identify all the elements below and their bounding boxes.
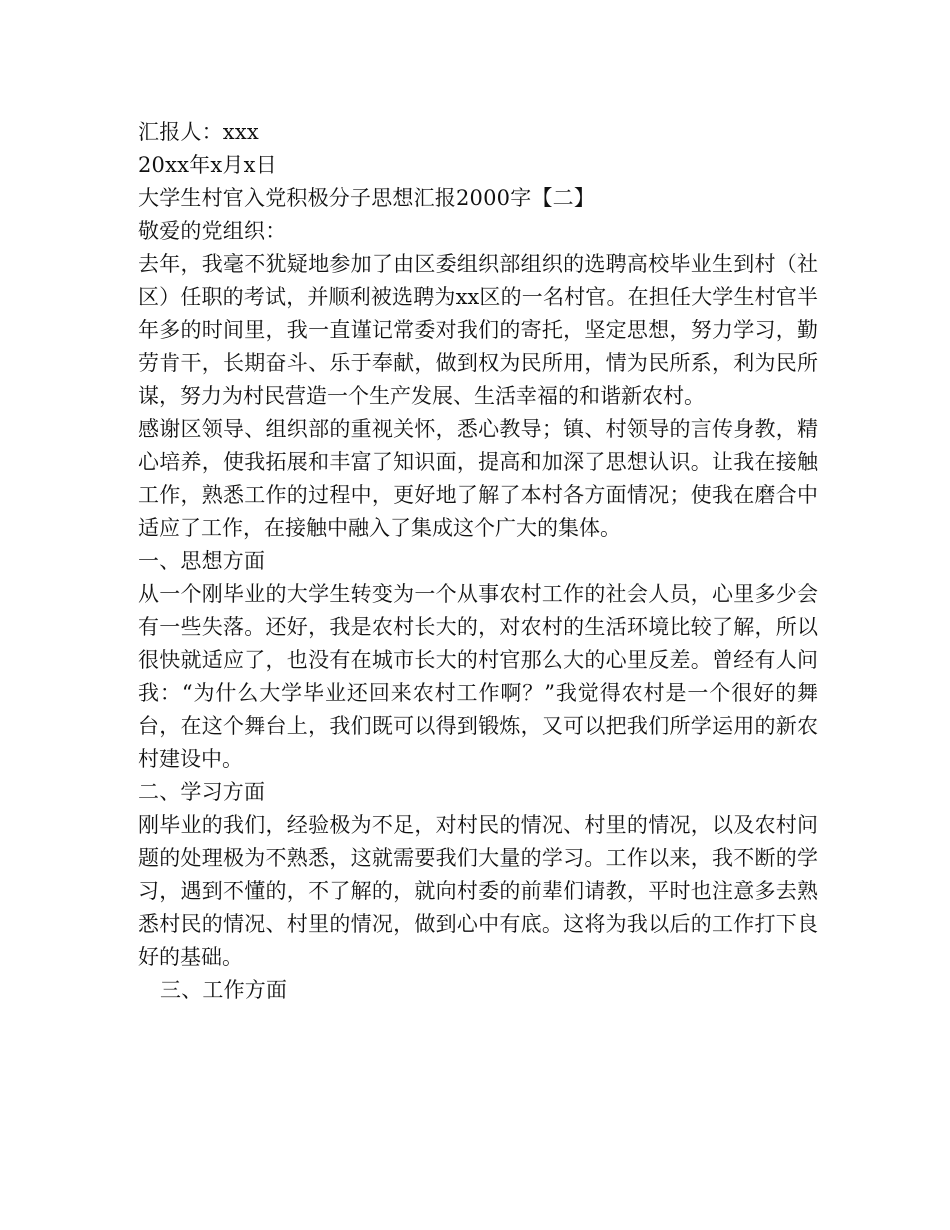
section-heading-study: 二、学习方面 xyxy=(138,780,266,804)
reporter-line: 汇报人：xxx xyxy=(138,120,259,144)
date-line: 20xx年x月x日 xyxy=(138,153,277,177)
section-heading-work: 三、工作方面 xyxy=(160,978,288,1002)
document-title: 大学生村官入党积极分子思想汇报2000字【二】 xyxy=(138,186,596,210)
paragraph-study: 刚毕业的我们，经验极为不足，对村民的情况、村里的情况，以及农村问题的处理极为不熟悉，这就需要我们大量的学习。工作以来，我不断的学习，遇到不懂的，不了解的，就向村委的前辈们请教，平时也注意多去熟悉村民的情况、村里的情况，做到心中有底。这将为我以后的工作打下良好的基础。 xyxy=(138,813,818,969)
document-page xyxy=(138,116,818,1007)
section-heading-thought: 一、思想方面 xyxy=(138,549,266,573)
paragraph-thought: 从一个刚毕业的大学生转变为一个从事农村工作的社会人员，心里多少会有一些失落。还好，我是农村长大的，对农村的生活环境比较了解，所以很快就适应了，也没有在城市长大的村官那么大的心里反差。曾经有人问我：“为什么大学毕业还回来农村工作啊？”我觉得农村是一个很好的舞台，在这个舞台上，我们既可以得到锻炼，又可以把我们所学运用的新农村建设中。 xyxy=(138,582,818,771)
salutation: 敬爱的党组织： xyxy=(138,219,287,243)
paragraph-thanks: 感谢区领导、组织部的重视关怀，悉心教导；镇、村领导的言传身教，精心培养，使我拓展和丰富了知识面，提高和加深了思想认识。让我在接触工作，熟悉工作的过程中，更好地了解了本村各方面情况；使我在磨合中适应了工作，在接触中融入了集成这个广大的集体。 xyxy=(138,417,818,540)
paragraph-intro: 去年，我毫不犹疑地参加了由区委组织部组织的选聘高校毕业生到村（社区）任职的考试，并顺利被选聘为xx区的一名村官。在担任大学生村官半年多的时间里，我一直谨记常委对我们的寄托，坚定思想，努力学习，勤劳肯干，长期奋斗、乐于奉献，做到权为民所用，情为民所系，利为民所谋，努力为村民营造一个生产发展、生活幸福的和谐新农村。 xyxy=(138,252,818,408)
